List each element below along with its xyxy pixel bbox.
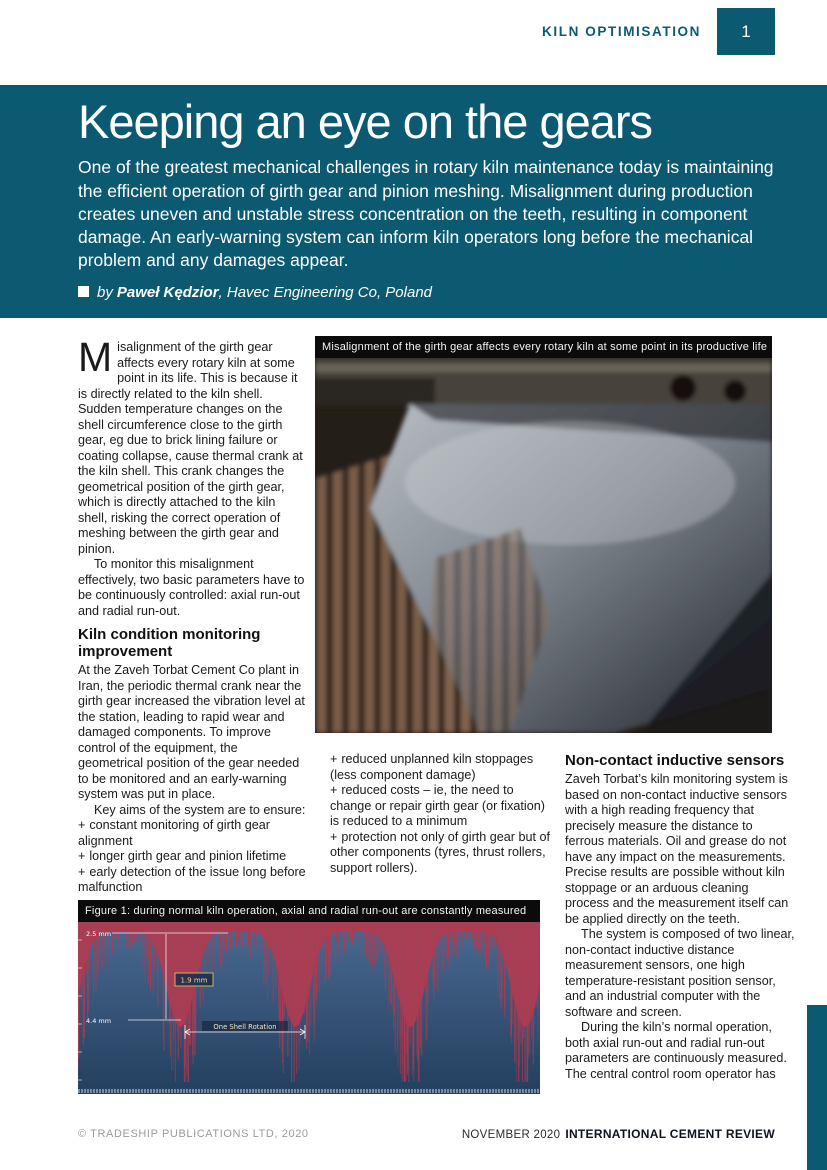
bullet-text: reduced unplanned kiln stoppages (less component damage) [330, 752, 534, 782]
bullet-item [78, 865, 306, 896]
byline-square-icon [78, 286, 89, 297]
footer-issue-line [462, 1127, 775, 1141]
section-heading: Kiln condition monitoring improvement [78, 626, 261, 660]
kiln-girth-gear-photo [315, 358, 772, 733]
svg-text:One Shell Rotation: One Shell Rotation [213, 1023, 277, 1031]
drop-cap: M [78, 334, 113, 380]
page-number: 1 [741, 21, 751, 41]
body-column-3 [565, 752, 795, 1082]
svg-text:4.4 mm: 4.4 mm [86, 1017, 112, 1025]
bullet-item [330, 752, 554, 783]
body-column-1 [78, 334, 306, 896]
author-name: Paweł Kędzior [116, 283, 219, 301]
paragraph: Zaveh Torbat’s kiln monitoring system is based on non-contact inductive sensors with a high reading frequency that precisely measure the distance to ferrous materials. Oil and grease do not have any impact on the measurements. Precise results are possible without kiln stoppage or an arduous cleaning process and the measurement itself can be applied directly on the teeth. [565, 772, 789, 926]
figure-1 [78, 900, 540, 1094]
bullet-glyph: + [78, 818, 86, 832]
standfirst: One of the greatest mechanical challenges in rotary kiln maintenance today is maintaining the efficient operation of girth gear and pinion meshing. Misalignment during production creates uneven and unstable stress concentration on the teeth, resulting in component damage. An early-warning system can inform kiln operators long before the mechanical problem and any damages appear. [78, 157, 774, 271]
section-label: KILN OPTIMISATION [542, 24, 701, 39]
paragraph [78, 334, 306, 557]
footer-magazine-title: INTERNATIONAL CEMENT REVIEW [565, 1127, 775, 1141]
bullet-text: early detection of the issue long before malfunction [78, 864, 306, 894]
title-banner [0, 85, 827, 318]
bullet-item [78, 818, 306, 849]
svg-text:2.5 mm: 2.5 mm [86, 930, 112, 938]
bullet-item [78, 849, 306, 865]
runout-chart [78, 922, 540, 1094]
bullet-glyph: + [330, 752, 338, 766]
footer-issue: NOVEMBER 2020 [461, 1129, 561, 1141]
kiln-photo-figure [315, 336, 772, 733]
bullet-glyph: + [330, 829, 338, 844]
bullet-glyph: + [330, 783, 338, 797]
paragraph-text: isalignment of the girth gear affects every rotary kiln at some point in its life. This is because it is directly related to the kiln shell. Sudden temperature changes on the shell circumference close to the girth gear, eg due to brick lining failure or coating collapse, cause thermal crank at the kiln shell. This crank changes the geometrical position of the girth gear, which is directly attached to the kiln shell, risking the correct operation of meshing between the girth gear and pinion. [78, 340, 303, 556]
figure-caption: Figure 1: during normal kiln operation, axial and radial run-out are constantly measured [78, 900, 540, 922]
page-number-box [717, 8, 775, 55]
body-column-2 [330, 752, 554, 876]
byline [78, 284, 787, 301]
paragraph: During the kiln’s normal operation, both axial run-out and radial run-out parameters are continuously measured. The central control room operator has [565, 1020, 787, 1081]
author-affiliation: , Havec Engineering Co, Poland [218, 283, 433, 301]
svg-text:1.9 mm: 1.9 mm [180, 976, 208, 985]
bullet-item [330, 783, 554, 830]
bullet-item [330, 830, 554, 877]
paragraph: To monitor this misalignment effectively, two basic parameters have to be continuously controlled: axial run-out and radial run-out. [78, 557, 305, 618]
paragraph: The system is composed of two linear, non-contact inductive distance measurement sensors, one high temperature-resistant position sensor, and an industrial computer with the software and screen. [565, 927, 795, 1019]
right-edge-tab [807, 1005, 827, 1170]
page-header [542, 8, 775, 55]
bullet-text: longer girth gear and pinion lifetime [89, 849, 287, 863]
article-title: Keeping an eye on the gears [78, 95, 653, 148]
bullet-text: constant monitoring of girth gear alignment [78, 818, 270, 848]
paragraph: At the Zaveh Torbat Cement Co plant in Iran, the periodic thermal crank near the girth gear increased the vibration level at the station, leading to rapid wear and damaged components. To improve control of the equipment, the geometrical position of the gear needed to be monitored and an early-warning system was put in place. [78, 663, 305, 801]
paragraph: Key aims of the system are to ensure: [94, 802, 306, 817]
photo-caption: Misalignment of the girth gear affects every rotary kiln at some point in its productive life [315, 336, 772, 358]
bullet-glyph: + [78, 849, 86, 863]
bullet-glyph: + [78, 864, 86, 879]
bullet-text: reduced costs – ie, the need to change or repair girth gear (or fixation) is reduced to a minimum [330, 783, 545, 828]
bullet-text: protection not only of girth gear but of other components (tyres, thrust rollers, support rollers). [330, 829, 550, 875]
section-heading: Non-contact inductive sensors [565, 752, 785, 769]
byline-prefix: by [97, 283, 113, 301]
footer-copyright: © TRADESHIP PUBLICATIONS LTD, 2020 [78, 1128, 309, 1140]
